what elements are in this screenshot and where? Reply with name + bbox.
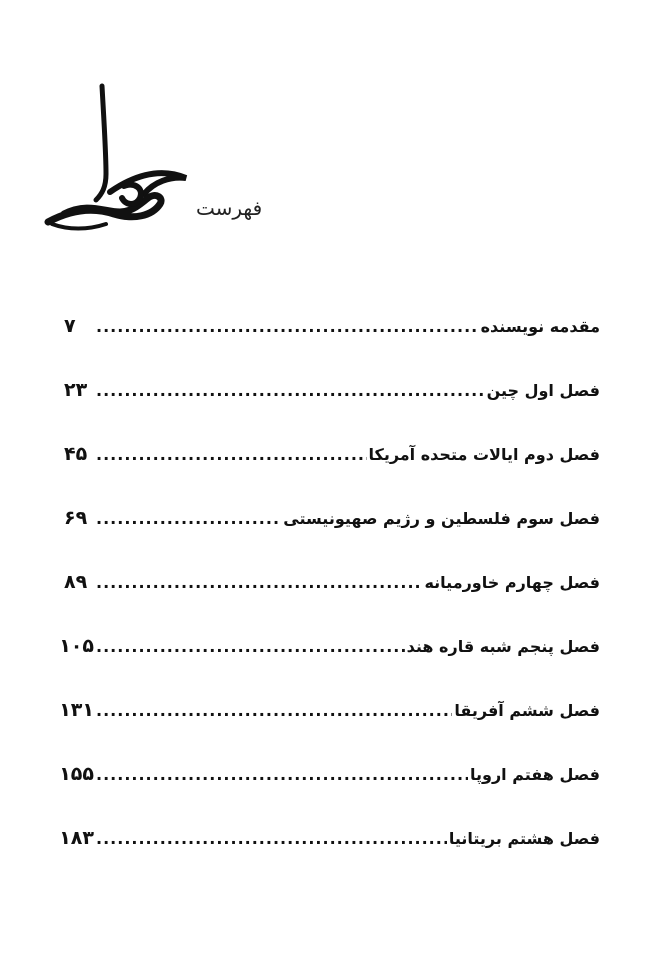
toc-leader-dots [96, 697, 452, 725]
toc-leader-dots [96, 633, 405, 661]
toc-leader-dots [96, 505, 281, 533]
toc-entry-title: فصل ششم آفریقا [454, 701, 600, 720]
toc-entry-page: ۱۳۱ [59, 699, 94, 721]
toc-leader-dots [96, 825, 447, 853]
toc-entry-page: ۱۸۳ [59, 827, 94, 849]
toc-entry-title: مقدمه نویسنده [480, 317, 600, 336]
toc-entry-page: ۸۹ [64, 571, 88, 593]
toc-entry [59, 824, 600, 888]
toc-leader-dots [96, 441, 367, 469]
toc-leader-dots [96, 313, 479, 341]
toc-entry-title: فصل هشتم بریتانیا [448, 829, 600, 848]
table-of-contents [59, 312, 600, 888]
page-title: فهرست [196, 196, 263, 220]
toc-entry-title: فصل چهارم خاورمیانه [424, 573, 600, 592]
toc-leader-dots [96, 761, 468, 789]
toc-entry [59, 632, 600, 696]
toc-entry-page: ۱۵۵ [59, 763, 94, 785]
toc-entry [64, 312, 600, 376]
toc-entry-title: فصل دوم ایالات متحده آمریکا [368, 445, 600, 464]
toc-entry-title: فصل هفتم اروپا [469, 765, 600, 784]
toc-entry [59, 696, 600, 760]
toc-entry [59, 760, 600, 824]
toc-entry-page: ۱۰۵ [59, 635, 94, 657]
toc-entry-page: ۲۳ [64, 379, 88, 401]
toc-entry-title: فصل پنجم شبه قاره هند [406, 637, 600, 656]
calligraphy-ornament-icon [44, 82, 204, 232]
toc-entry-title: فصل سوم فلسطین و رژیم صهیونیستی [283, 509, 600, 528]
toc-entry-page: ۷ [64, 315, 76, 337]
toc-entry [64, 504, 600, 568]
toc-entry-title: فصل اول چین [486, 381, 600, 400]
toc-entry [64, 440, 600, 504]
toc-leader-dots [96, 377, 485, 405]
toc-leader-dots [96, 569, 422, 597]
toc-entry [64, 568, 600, 632]
toc-entry-page: ۶۹ [64, 507, 88, 529]
toc-entry-page: ۴۵ [64, 443, 88, 465]
toc-entry [64, 376, 600, 440]
